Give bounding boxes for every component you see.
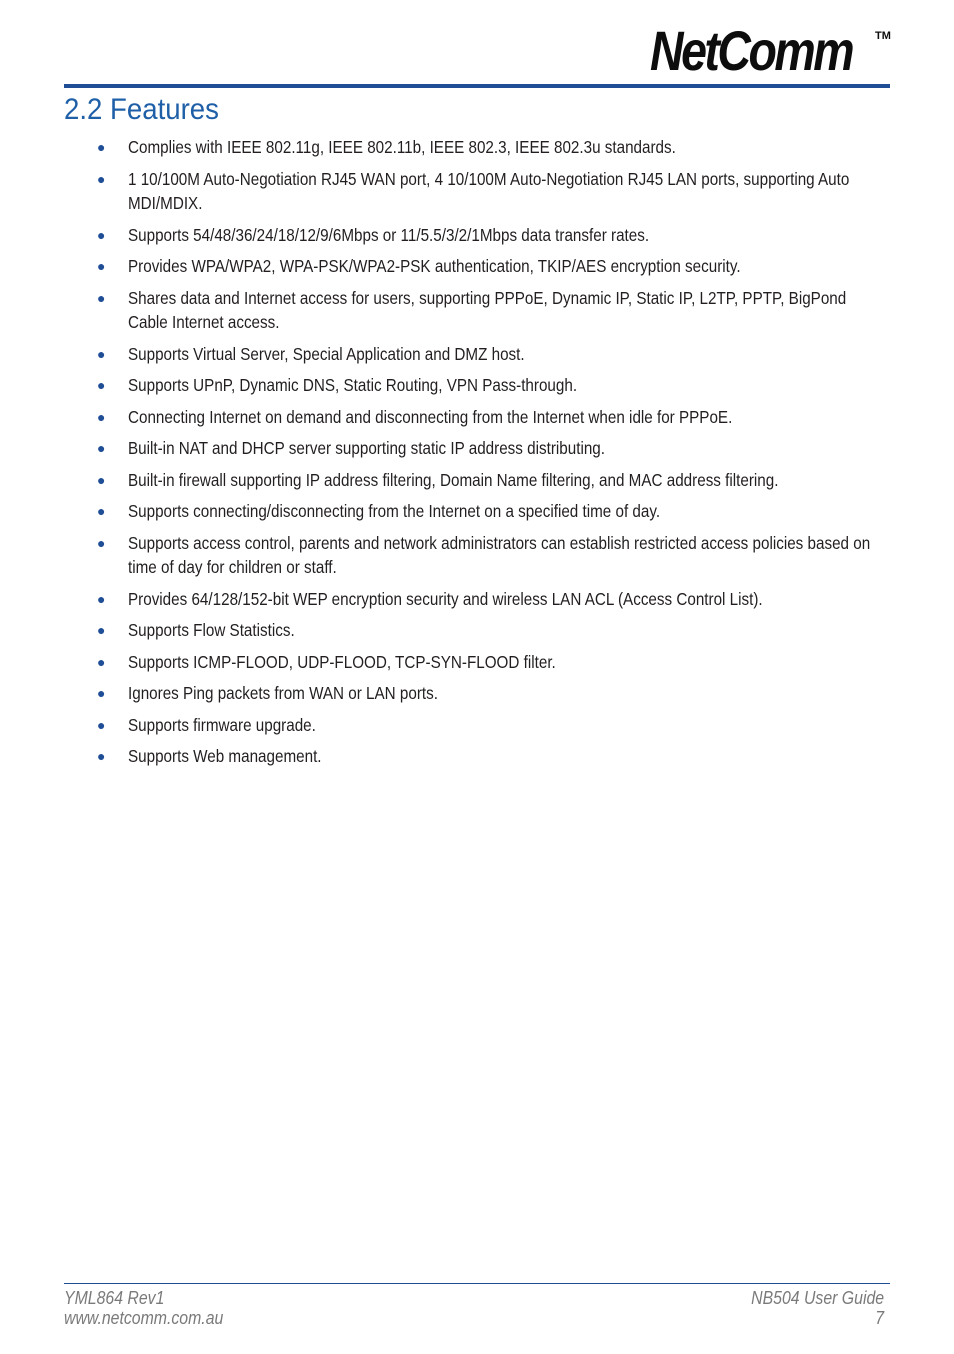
feature-item — [96, 373, 896, 398]
feature-item — [96, 650, 896, 675]
footer-page-number: 7 — [875, 1308, 884, 1328]
feature-item — [96, 254, 896, 279]
feature-item — [96, 405, 896, 430]
feature-text: Provides 64/128/152-bit WEP encryption security and wireless LAN ACL (Access Control List). — [128, 588, 763, 609]
feature-item — [96, 286, 896, 335]
bullet-icon: ● — [97, 748, 106, 764]
bullet-icon: ● — [97, 139, 106, 155]
feature-text: Supports connecting/disconnecting from the Internet on a specified time of day. — [128, 501, 661, 521]
bullet-icon: ● — [97, 503, 106, 519]
feature-text: Supports ICMP-FLOOD, UDP-FLOOD, TCP-SYN-FLOOD filter. — [128, 651, 556, 672]
feature-text: Supports UPnP, Dynamic DNS, Static Routing, VPN Pass-through. — [128, 375, 578, 395]
bullet-icon: ● — [97, 440, 106, 456]
bullet-icon: ● — [97, 622, 106, 638]
feature-item — [96, 436, 896, 461]
feature-item — [96, 587, 896, 612]
feature-text: Supports Virtual Server, Special Application and DMZ host. — [128, 343, 525, 364]
header-divider — [64, 84, 890, 88]
bullet-icon: ● — [97, 170, 106, 187]
feature-item — [96, 167, 896, 216]
footer-website: www.netcomm.com.au — [64, 1308, 224, 1328]
footer-doc-code: YML864 Rev1 — [64, 1288, 165, 1308]
feature-item — [96, 342, 896, 367]
feature-item — [96, 744, 896, 769]
logo-trademark: TM — [875, 30, 891, 42]
feature-text: Supports Web management. — [128, 746, 322, 766]
feature-text: Complies with IEEE 802.11g, IEEE 802.11b, IEEE 802.3, IEEE 802.3u standards. — [128, 137, 676, 157]
footer-left — [64, 1288, 223, 1328]
feature-text: Provides WPA/WPA2, WPA-PSK/WPA2-PSK authentication, TKIP/AES encryption security. — [128, 256, 741, 276]
bullet-icon: ● — [97, 408, 106, 425]
bullet-icon: ● — [97, 377, 106, 393]
feature-item — [96, 499, 896, 524]
bullet-icon: ● — [97, 590, 106, 607]
feature-item — [96, 713, 896, 738]
feature-text: Ignores Ping packets from WAN or LAN ports. — [128, 683, 438, 703]
feature-text: Supports access control, parents and network administrators can establish restricted access policies based on time of day for children or staff. — [128, 532, 871, 577]
feature-item — [96, 135, 896, 160]
feature-text: Shares data and Internet access for users, supporting PPPoE, Dynamic IP, Static IP, L2TP, PPTP, BigPond Cable Internet access. — [128, 287, 847, 332]
netcomm-logo — [650, 20, 890, 82]
bullet-icon: ● — [97, 653, 106, 670]
feature-item — [96, 681, 896, 706]
feature-item — [96, 531, 896, 580]
feature-text: Built-in firewall supporting IP address filtering, Domain Name filtering, and MAC address filtering. — [128, 469, 779, 490]
logo-wordmark: NetComm — [650, 19, 853, 82]
bullet-icon: ● — [97, 345, 106, 362]
footer-guide-title: NB504 User Guide — [751, 1288, 884, 1308]
section-title: 2.2 Features — [64, 93, 219, 126]
feature-text: Supports Flow Statistics. — [128, 620, 295, 640]
feature-text: 1 10/100M Auto-Negotiation RJ45 WAN port, 4 10/100M Auto-Negotiation RJ45 LAN ports, supporting Auto MDI/MDIX. — [128, 168, 850, 213]
feature-text: Supports firmware upgrade. — [128, 714, 316, 735]
feature-text: Supports 54/48/36/24/18/12/9/6Mbps or 11/5.5/3/2/1Mbps data transfer rates. — [128, 224, 650, 245]
footer-divider — [64, 1283, 890, 1284]
bullet-icon: ● — [97, 226, 106, 243]
bullet-icon: ● — [97, 289, 106, 306]
bullet-icon: ● — [97, 471, 106, 488]
bullet-icon: ● — [97, 258, 106, 274]
feature-item — [96, 468, 896, 493]
feature-item — [96, 618, 896, 643]
bullet-icon: ● — [97, 685, 106, 701]
feature-item — [96, 223, 896, 248]
bullet-icon: ● — [97, 534, 106, 551]
feature-text: Built-in NAT and DHCP server supporting static IP address distributing. — [128, 438, 605, 458]
footer-right — [751, 1288, 884, 1328]
feature-text: Connecting Internet on demand and disconnecting from the Internet when idle for PPPoE. — [128, 406, 733, 427]
feature-list — [96, 135, 896, 776]
bullet-icon: ● — [97, 716, 106, 733]
